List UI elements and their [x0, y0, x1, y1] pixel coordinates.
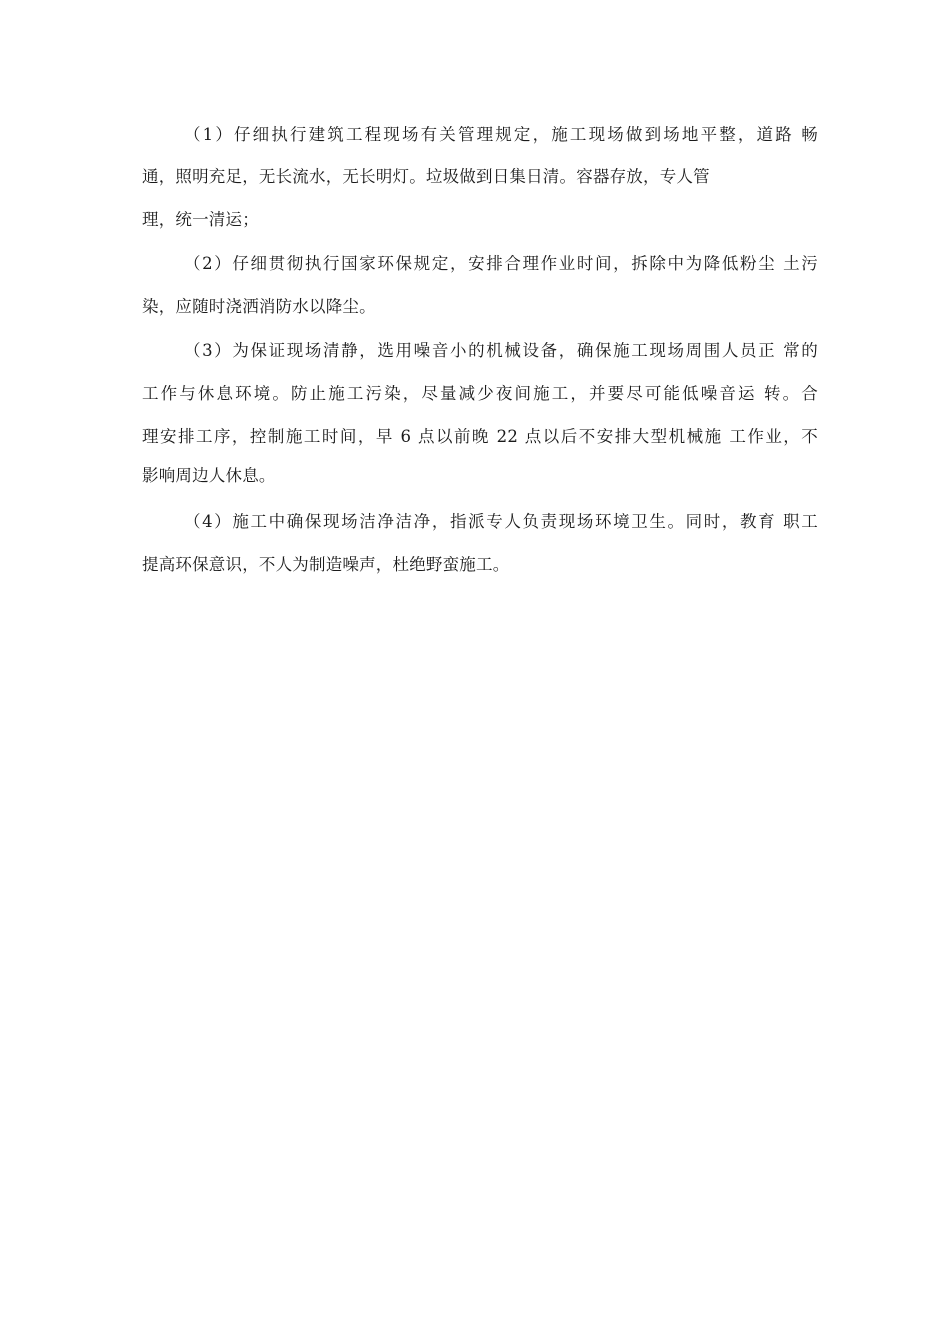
paragraph-3-line-2: 工作与休息环境。防止施工污染，尽量减少夜间施工，并要尽可能低噪音运 转。合 — [142, 384, 818, 403]
paragraph-3-line-4: 影响周边人休息。 — [142, 466, 276, 485]
paragraph-1-line-3: 理，统一清运； — [142, 210, 259, 229]
paragraph-4-line-1: （4）施工中确保现场洁净洁净，指派专人负责现场环境卫生。同时，教育 职工 — [184, 512, 818, 531]
paragraph-2-line-2: 染，应随时浇洒消防水以降尘。 — [142, 297, 376, 316]
paragraph-3-line-1: （3）为保证现场清静，选用噪音小的机械设备，确保施工现场周围人员正 常的 — [184, 341, 818, 360]
paragraph-2-line-1: （2）仔细贯彻执行国家环保规定，安排合理作业时间，拆除中为降低粉尘 土污 — [184, 254, 818, 273]
paragraph-1-line-1: （1）仔细执行建筑工程现场有关管理规定，施工现场做到场地平整，道路 畅 — [184, 125, 818, 144]
paragraph-1-line-2: 通，照明充足，无长流水，无长明灯。垃圾做到日集日清。容器存放，专人管 — [142, 167, 710, 186]
paragraph-4-line-2: 提高环保意识，不人为制造噪声，杜绝野蛮施工。 — [142, 555, 510, 574]
paragraph-3-line-3: 理安排工序，控制施工时间，早 6 点以前晚 22 点以后不安排大型机械施 工作业，不 — [142, 427, 818, 446]
